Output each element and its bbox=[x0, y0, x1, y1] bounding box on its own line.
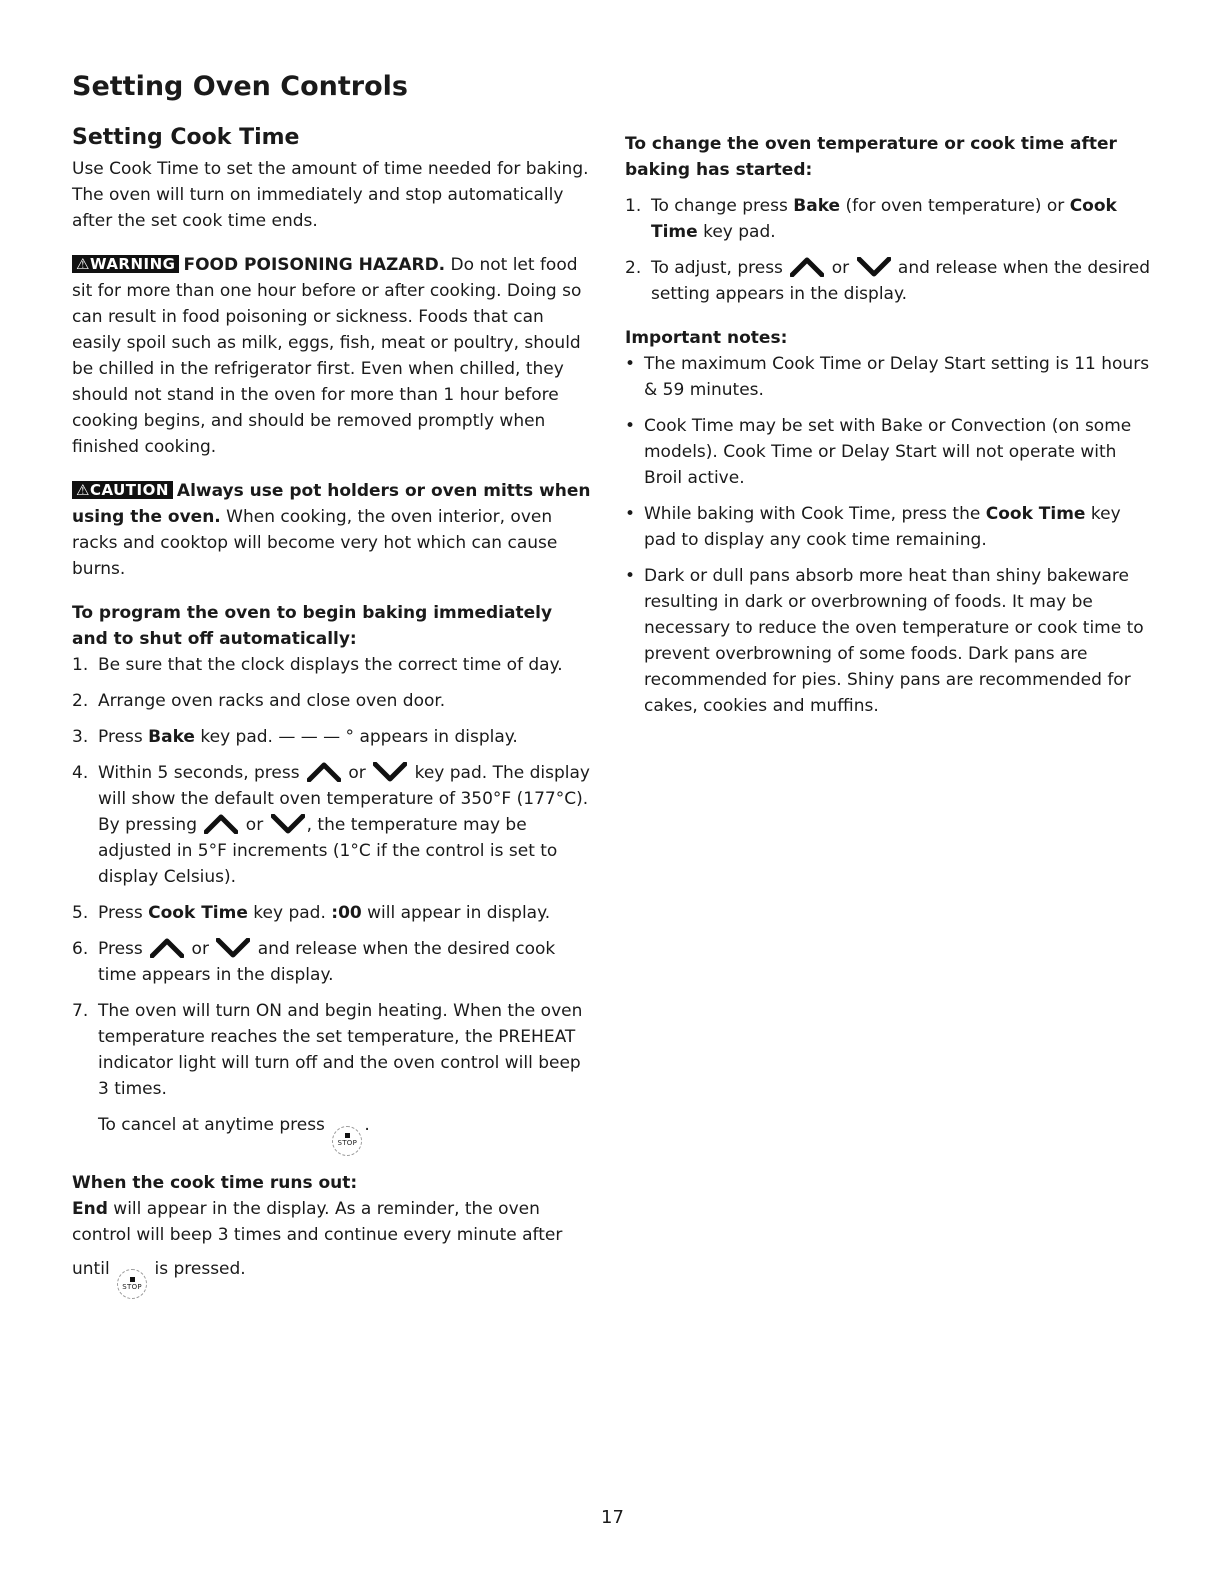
caution-heading: Always use pot holders or oven mitts when using the oven. bbox=[72, 481, 591, 527]
notes-heading: Important notes: bbox=[625, 328, 788, 348]
step-1: 1. Be sure that the clock displays the correct time of day. bbox=[72, 655, 563, 675]
notes-list bbox=[625, 351, 1155, 719]
caution-text: When cooking, the oven interior, oven racks and cooktop will become very hot which can cause burns. bbox=[72, 507, 558, 579]
note-item: • Cook Time may be set with Bake or Convection (on some models). Cook Time or Delay Start will not operate with Broil active. bbox=[625, 416, 1132, 488]
step-3: 3. Press Bake key pad. — — — ° appears in display. bbox=[72, 727, 518, 747]
warning-badge: ⚠︎WARNING bbox=[72, 255, 179, 273]
warning-block bbox=[72, 252, 592, 460]
section-title: Setting Cook Time bbox=[72, 125, 300, 150]
program-steps bbox=[72, 652, 592, 1102]
step-6: 6. Press or and release when the desired cook time appears in the display. bbox=[72, 939, 556, 985]
up-arrow-icon bbox=[150, 938, 184, 958]
change-steps bbox=[625, 193, 1155, 307]
cancel-instruction: To cancel at anytime press STOP . bbox=[72, 1112, 592, 1156]
caution-block bbox=[72, 478, 592, 582]
step-2: 2. Arrange oven racks and close oven door. bbox=[72, 691, 446, 711]
change-step-2: 2. To adjust, press or and release when the desired setting appears in the display. bbox=[625, 258, 1151, 304]
intro-paragraph: Use Cook Time to set the amount of time needed for baking. The oven will turn on immediately and stop automatically after the set cook time ends. bbox=[72, 159, 589, 231]
up-arrow-icon bbox=[307, 762, 341, 782]
note-item: • The maximum Cook Time or Delay Start setting is 11 hours & 59 minutes. bbox=[625, 354, 1150, 400]
down-arrow-icon bbox=[857, 257, 891, 277]
right-column bbox=[625, 131, 1155, 729]
left-column bbox=[72, 122, 592, 1299]
down-arrow-icon bbox=[373, 762, 407, 782]
caution-badge: ⚠︎CAUTION bbox=[72, 481, 173, 499]
step-4: 4. Within 5 seconds, press or key pad. The display will show the default oven temperature of 350°F (177°C). By pressing or , the temperature may be adjusted in 5°F increments (1°C if the control is set to display Celsius). bbox=[72, 763, 590, 887]
runs-out-text: End will appear in the display. As a reminder, the oven control will beep 3 times and continue every minute after bbox=[72, 1198, 563, 1245]
stop-key-icon: STOP bbox=[117, 1269, 147, 1299]
down-arrow-icon bbox=[216, 938, 250, 958]
note-item: • Dark or dull pans absorb more heat than shiny bakeware resulting in dark or overbrowning of foods. It may be necessary to reduce the oven temperature or cook time to prevent overbrowning of some foods. Dark pans are recommended for pies. Shiny pans are recommended for cakes, cookies and muffins. bbox=[625, 566, 1144, 716]
down-arrow-icon bbox=[271, 814, 305, 834]
stop-key-icon: STOP bbox=[332, 1126, 362, 1156]
page-number: 17 bbox=[601, 1507, 624, 1528]
up-arrow-icon bbox=[204, 814, 238, 834]
change-step-1: 1. To change press Bake (for oven temperature) or Cook Time key pad. bbox=[625, 196, 1117, 242]
runs-out-until: until STOP is pressed. bbox=[72, 1256, 592, 1300]
change-heading: To change the oven temperature or cook time after baking has started: bbox=[625, 134, 1117, 180]
warning-heading: FOOD POISONING HAZARD. bbox=[183, 255, 446, 275]
note-item: • While baking with Cook Time, press the Cook Time key pad to display any cook time remaining. bbox=[625, 504, 1121, 550]
program-heading: To program the oven to begin baking immediately and to shut off automatically: bbox=[72, 603, 553, 649]
runs-out-heading: When the cook time runs out: bbox=[72, 1172, 358, 1193]
step-5: 5. Press Cook Time key pad. :00 will appear in display. bbox=[72, 903, 551, 923]
page-title: Setting Oven Controls bbox=[72, 71, 408, 102]
warning-text: Do not let food sit for more than one hour before or after cooking. Doing so can result in food poisoning or sickness. Foods that can easily spoil such as milk, eggs, fish, meat or poultry, should be chilled in the refrigerator first. Even when chilled, they should not stand in the oven for more than 1 hour before cooking begins, and should be removed promptly when finished cooking. bbox=[72, 255, 582, 457]
step-7: 7. The oven will turn ON and begin heating. When the oven temperature reaches the set temperature, the PREHEAT indicator light will turn off and the oven control will beep 3 times. bbox=[72, 1001, 583, 1099]
up-arrow-icon bbox=[790, 257, 824, 277]
